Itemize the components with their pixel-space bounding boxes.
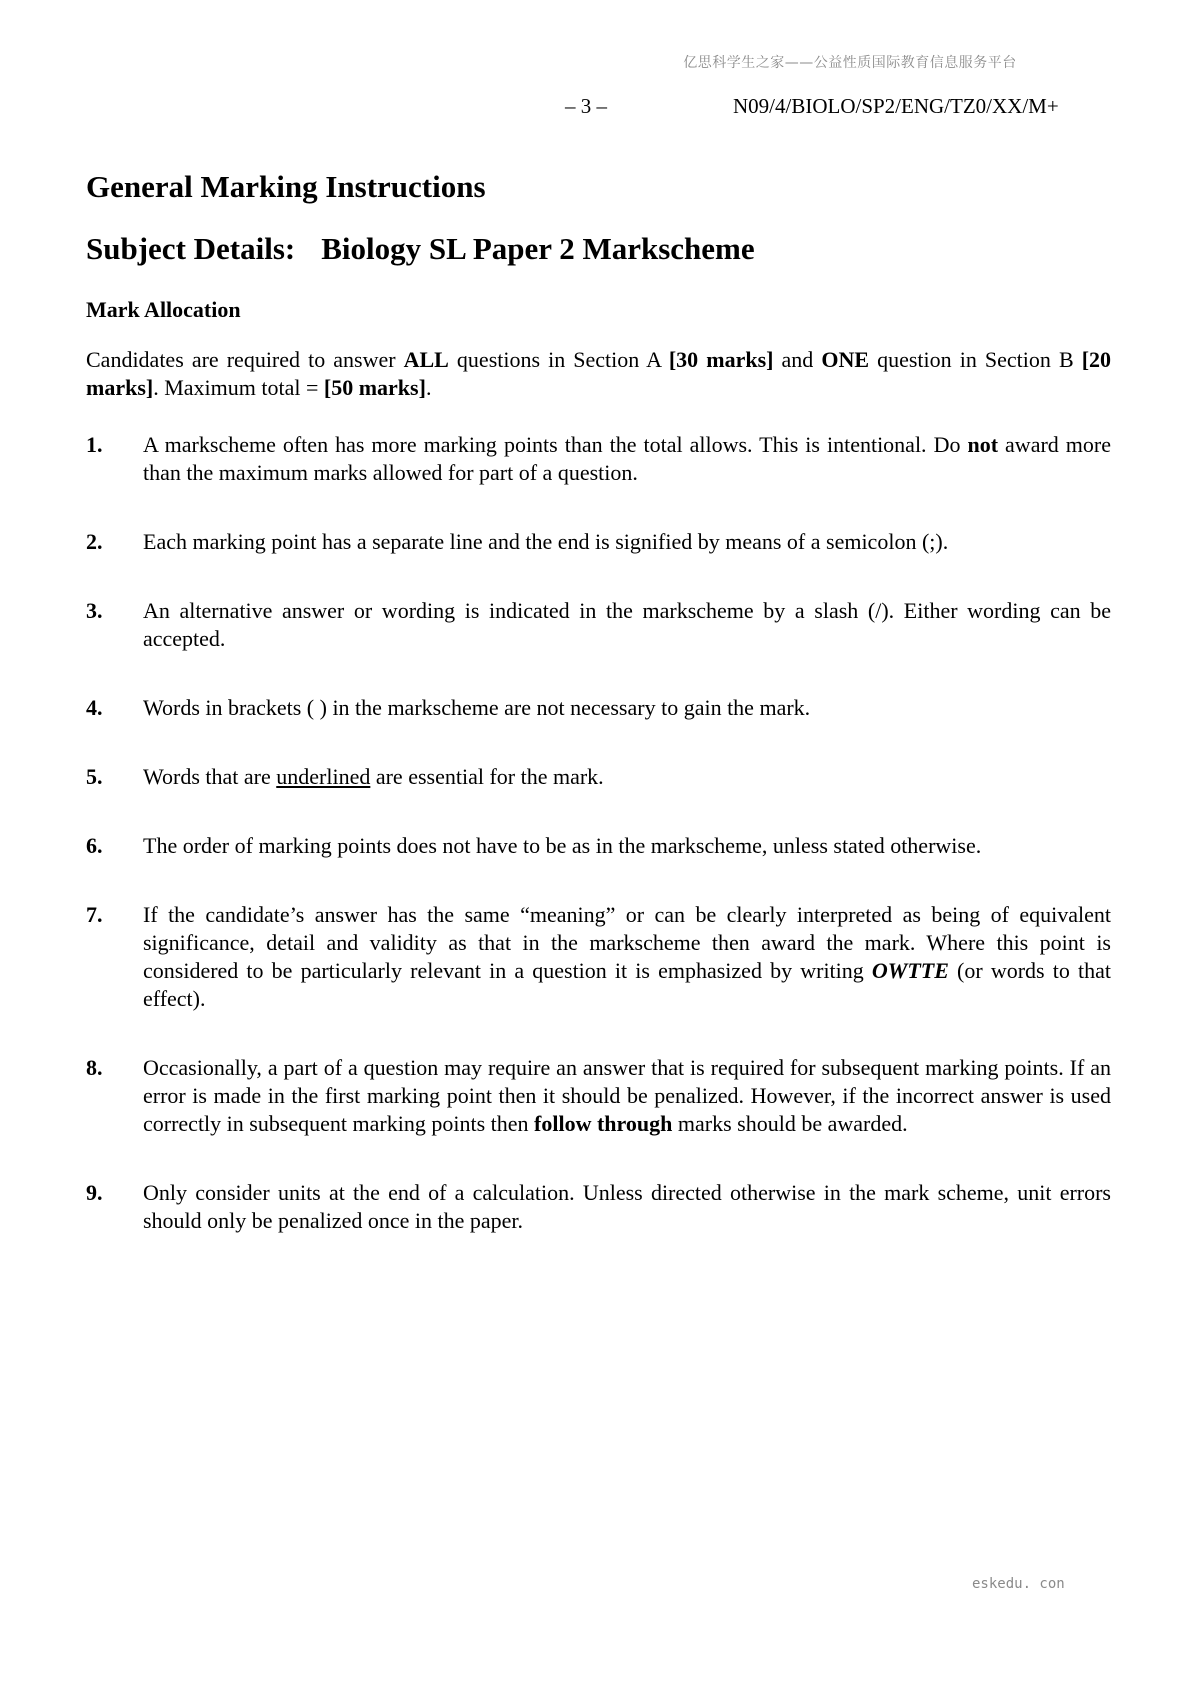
rule-item-3 <box>86 597 1111 653</box>
rule-text: An alternative answer or wording is indicated in the markscheme by a slash (/). Either wording can be accepted. <box>143 598 1111 652</box>
intro-emphasis: [50 marks] <box>323 375 426 401</box>
intro-emphasis: ONE <box>821 347 870 373</box>
rule-text: Each marking point has a separate line and the end is signified by means of a semicolon (;). <box>143 529 949 555</box>
rule-text-part: Occasionally, a part of a question may require an answer that is required for subsequent marking points. If an error is made in the first marking point then it should be penalized. However, if the incorrect answer is used correctly in subsequent marking points then <box>143 1055 1111 1137</box>
intro-emphasis: [20 marks] <box>86 347 1112 401</box>
mark-allocation-text <box>86 346 1111 402</box>
rule-number: 7. <box>86 902 103 928</box>
rule-item-7 <box>86 901 1111 1013</box>
rule-item-1 <box>86 431 1111 487</box>
page-number: – 3 – <box>565 94 607 118</box>
rule-number: 5. <box>86 764 103 790</box>
rule-text <box>143 431 1111 487</box>
rule-number: 4. <box>86 695 103 721</box>
mark-allocation-heading: Mark Allocation <box>86 297 241 323</box>
rule-item-5 <box>86 763 1111 791</box>
rule-text-part: (or words to that effect). <box>143 958 1111 1012</box>
rule-text: Only consider units at the end of a calculation. Unless directed otherwise in the mark scheme, unit errors should only be penalized once in the paper. <box>143 1180 1111 1234</box>
rule-text-part: Words that are <box>143 764 277 790</box>
rule-number: 1. <box>86 432 103 458</box>
rule-text: Words in brackets ( ) in the markscheme are not necessary to gain the mark. <box>143 695 811 721</box>
intro-emphasis: ALL <box>403 347 449 373</box>
rule-text-part: A markscheme often has more marking points than the total allows. This is intentional. Do <box>143 432 968 458</box>
intro-emphasis: [30 marks] <box>668 347 774 373</box>
subject-details <box>86 230 1111 267</box>
rule-number: 2. <box>86 529 103 555</box>
rule-number: 3. <box>86 598 103 624</box>
rule-underlined: underlined <box>276 764 371 790</box>
watermark-top: 亿思科学生之家——公益性质国际教育信息服务平台 <box>683 55 1017 71</box>
intro-text: Candidates are required to answer <box>86 347 404 373</box>
intro-text: question in Section B <box>869 347 1082 373</box>
rule-item-8 <box>86 1054 1111 1138</box>
page-content <box>86 168 1111 1276</box>
rule-text-part: If the candidate’s answer has the same “meaning” or can be clearly interpreted as being of equivalent significance, detail and validity as that in the markscheme then award the mark. Where this point is considered to be particularly relevant in a question it is emphasized by writing <box>143 902 1111 984</box>
rule-item-6 <box>86 832 1111 860</box>
rule-number: 6. <box>86 833 103 859</box>
rule-emphasis: follow through <box>534 1111 673 1137</box>
intro-text: questions in Section A <box>448 347 669 373</box>
marking-rules-list <box>86 431 1111 1235</box>
rule-item-2 <box>86 528 1111 556</box>
document-code: N09/4/BIOLO/SP2/ENG/TZ0/XX/M+ <box>733 94 1059 118</box>
rule-number: 8. <box>86 1055 103 1081</box>
rule-text <box>143 1054 1111 1138</box>
rule-emphasis: not <box>967 432 999 458</box>
subject-value: Biology SL Paper 2 Markscheme <box>321 231 755 267</box>
rule-text <box>143 763 1111 791</box>
rule-number: 9. <box>86 1180 103 1206</box>
page-title: General Marking Instructions <box>86 169 486 204</box>
subject-label: Subject Details: <box>86 231 296 267</box>
rule-item-9 <box>86 1179 1111 1235</box>
watermark-bottom: eskedu. con <box>972 1576 1065 1592</box>
rule-text <box>143 901 1111 1013</box>
rule-text-part: award more than the maximum marks allowed for part of a question. <box>143 432 1111 486</box>
intro-text: . <box>425 375 432 401</box>
rule-text-part: marks should be awarded. <box>672 1111 908 1137</box>
rule-item-4 <box>86 694 1111 722</box>
rule-text: The order of marking points does not have to be as in the markscheme, unless stated otherwise. <box>143 833 982 859</box>
rule-text-part: are essential for the mark. <box>370 764 604 790</box>
intro-text: . Maximum total = <box>153 375 324 401</box>
intro-text: and <box>773 347 822 373</box>
rule-emphasis: OWTTE <box>871 958 949 984</box>
